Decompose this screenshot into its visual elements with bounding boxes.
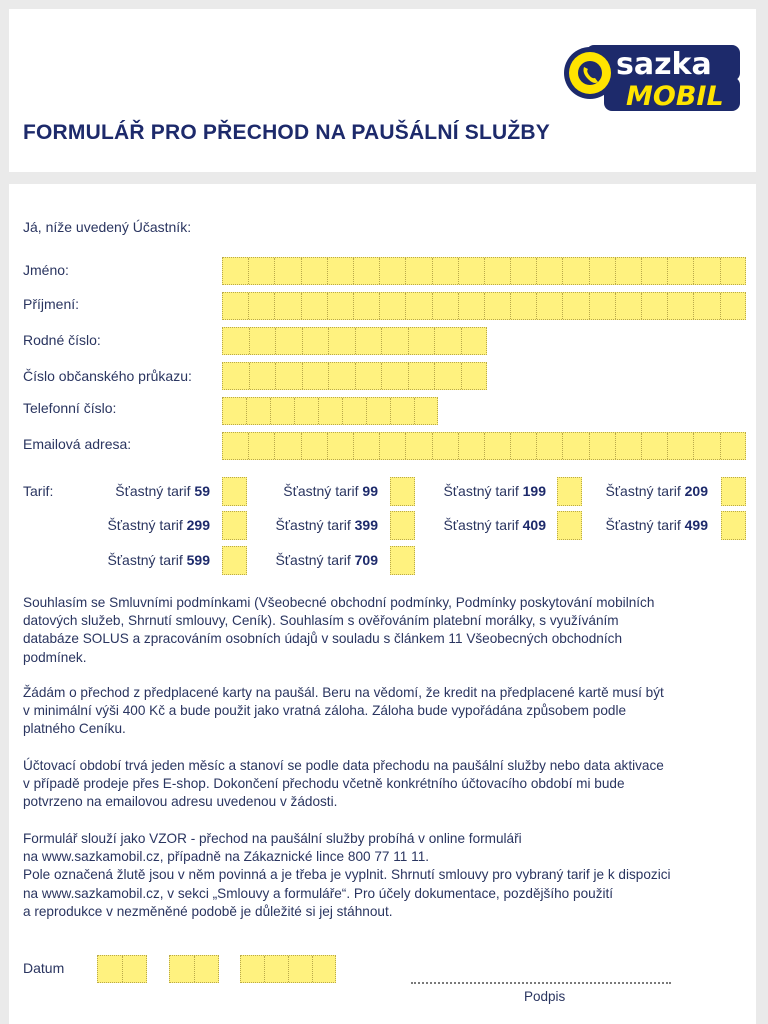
billing-paragraph: Účtovací období trvá jeden měsíc a stanoví se podle data přechodu na paušální služby nebo data aktivace v případě prodeje přes E-shop. Dokončení přechodu včetně konkrétního účtovacího období mi bude potvrzeno na emailovou adresu uvedenou v žádosti. — [23, 758, 664, 810]
tarif-99-checkbox[interactable] — [390, 477, 415, 506]
tarif-399-label: Šťastný tarif 399 — [275, 517, 378, 533]
tarif-709-checkbox[interactable] — [390, 546, 415, 575]
tarif-499-label: Šťastný tarif 499 — [605, 517, 708, 533]
tarif-59-checkbox[interactable] — [222, 477, 247, 506]
tarif-299-label: Šťastný tarif 299 — [107, 517, 210, 533]
datum-month-field[interactable] — [169, 955, 219, 983]
podpis-label: Podpis — [524, 989, 566, 1004]
form-card — [9, 184, 756, 1024]
tarif-409-label: Šťastný tarif 409 — [443, 517, 546, 533]
email-field[interactable] — [222, 432, 746, 460]
telefon-label: Telefonní číslo: — [23, 400, 117, 416]
page-title: FORMULÁŘ PRO PŘECHOD NA PAUŠÁLNÍ SLUŽBY — [23, 121, 550, 144]
prijmeni-field[interactable] — [222, 292, 746, 320]
email-label: Emailová adresa: — [23, 436, 132, 452]
consent-paragraph: Souhlasím se Smluvními podmínkami (Všeobecné obchodní podmínky, Podmínky poskytování mobilních datových služeb, Shrnutí smlouvy, Ceník). Souhlasím s ověřováním platební morálky, s využíváním databáze SOLUS a zpracováním osobních údajů v souladu s článkem 11 Všeobecných obchodních podmínek. — [23, 595, 655, 665]
tarif-709-label: Šťastný tarif 709 — [275, 552, 378, 568]
info-paragraph: Formulář slouží jako VZOR - přechod na paušální služby probíhá v online formuláři na www.sazkamobil.cz, případně na Zákaznické lince 800 77 11 11. Pole označená žlutě jsou v něm povinná a je třeba je vyplnit. Shrnutí smlouvy pro vybraný tarif je k dispozici na www.sazkamobil.cz, v sekci „Smlouvy a formuláře“. Pro účely dokumentace, pozdějšího použití a reprodukce v nezměněné podobě je důležité si jej stáhnout. — [23, 831, 671, 919]
tarif-209-label: Šťastný tarif 209 — [605, 483, 708, 499]
transfer-paragraph: Žádám o přechod z předplacené karty na paušál. Beru na vědomí, že kredit na předplacené kartě musí být v minimální výši 400 Kč a bude použit jako vratná záloha. Záloha bude vypořádána způsobem podle platného Ceníku. — [23, 685, 664, 737]
header — [9, 9, 756, 172]
signature-line[interactable] — [411, 982, 671, 984]
intro-text: Já, níže uvedený Účastník: — [23, 219, 192, 235]
tarif-599-checkbox[interactable] — [222, 546, 247, 575]
tarif-199-checkbox[interactable] — [557, 477, 582, 506]
svg-text:MOBIL: MOBIL — [626, 81, 724, 112]
op-field[interactable] — [222, 362, 487, 390]
tarif-599-label: Šťastný tarif 599 — [107, 552, 210, 568]
tarif-209-checkbox[interactable] — [721, 477, 746, 506]
sazka-mobil-logo — [564, 39, 744, 114]
svg-text:sazka: sazka — [616, 47, 712, 82]
tarif-299-checkbox[interactable] — [222, 511, 247, 540]
telefon-field[interactable] — [222, 397, 438, 425]
datum-year-field[interactable] — [240, 955, 336, 983]
tarif-99-label: Šťastný tarif 99 — [283, 483, 378, 499]
datum-day-field[interactable] — [97, 955, 147, 983]
tarif-499-checkbox[interactable] — [721, 511, 746, 540]
rodne-cislo-label: Rodné číslo: — [23, 332, 101, 348]
op-label: Číslo občanského průkazu: — [23, 368, 192, 384]
tarif-409-checkbox[interactable] — [557, 511, 582, 540]
datum-label: Datum — [23, 960, 65, 976]
jmeno-field[interactable] — [222, 257, 746, 285]
prijmeni-label: Příjmení: — [23, 296, 80, 312]
tarif-199-label: Šťastný tarif 199 — [443, 483, 546, 499]
tarif-59-label: Šťastný tarif 59 — [115, 483, 210, 499]
rodne-cislo-field[interactable] — [222, 327, 487, 355]
tarif-label: Tarif: — [23, 483, 54, 499]
jmeno-label: Jméno: — [23, 262, 69, 278]
tarif-399-checkbox[interactable] — [390, 511, 415, 540]
